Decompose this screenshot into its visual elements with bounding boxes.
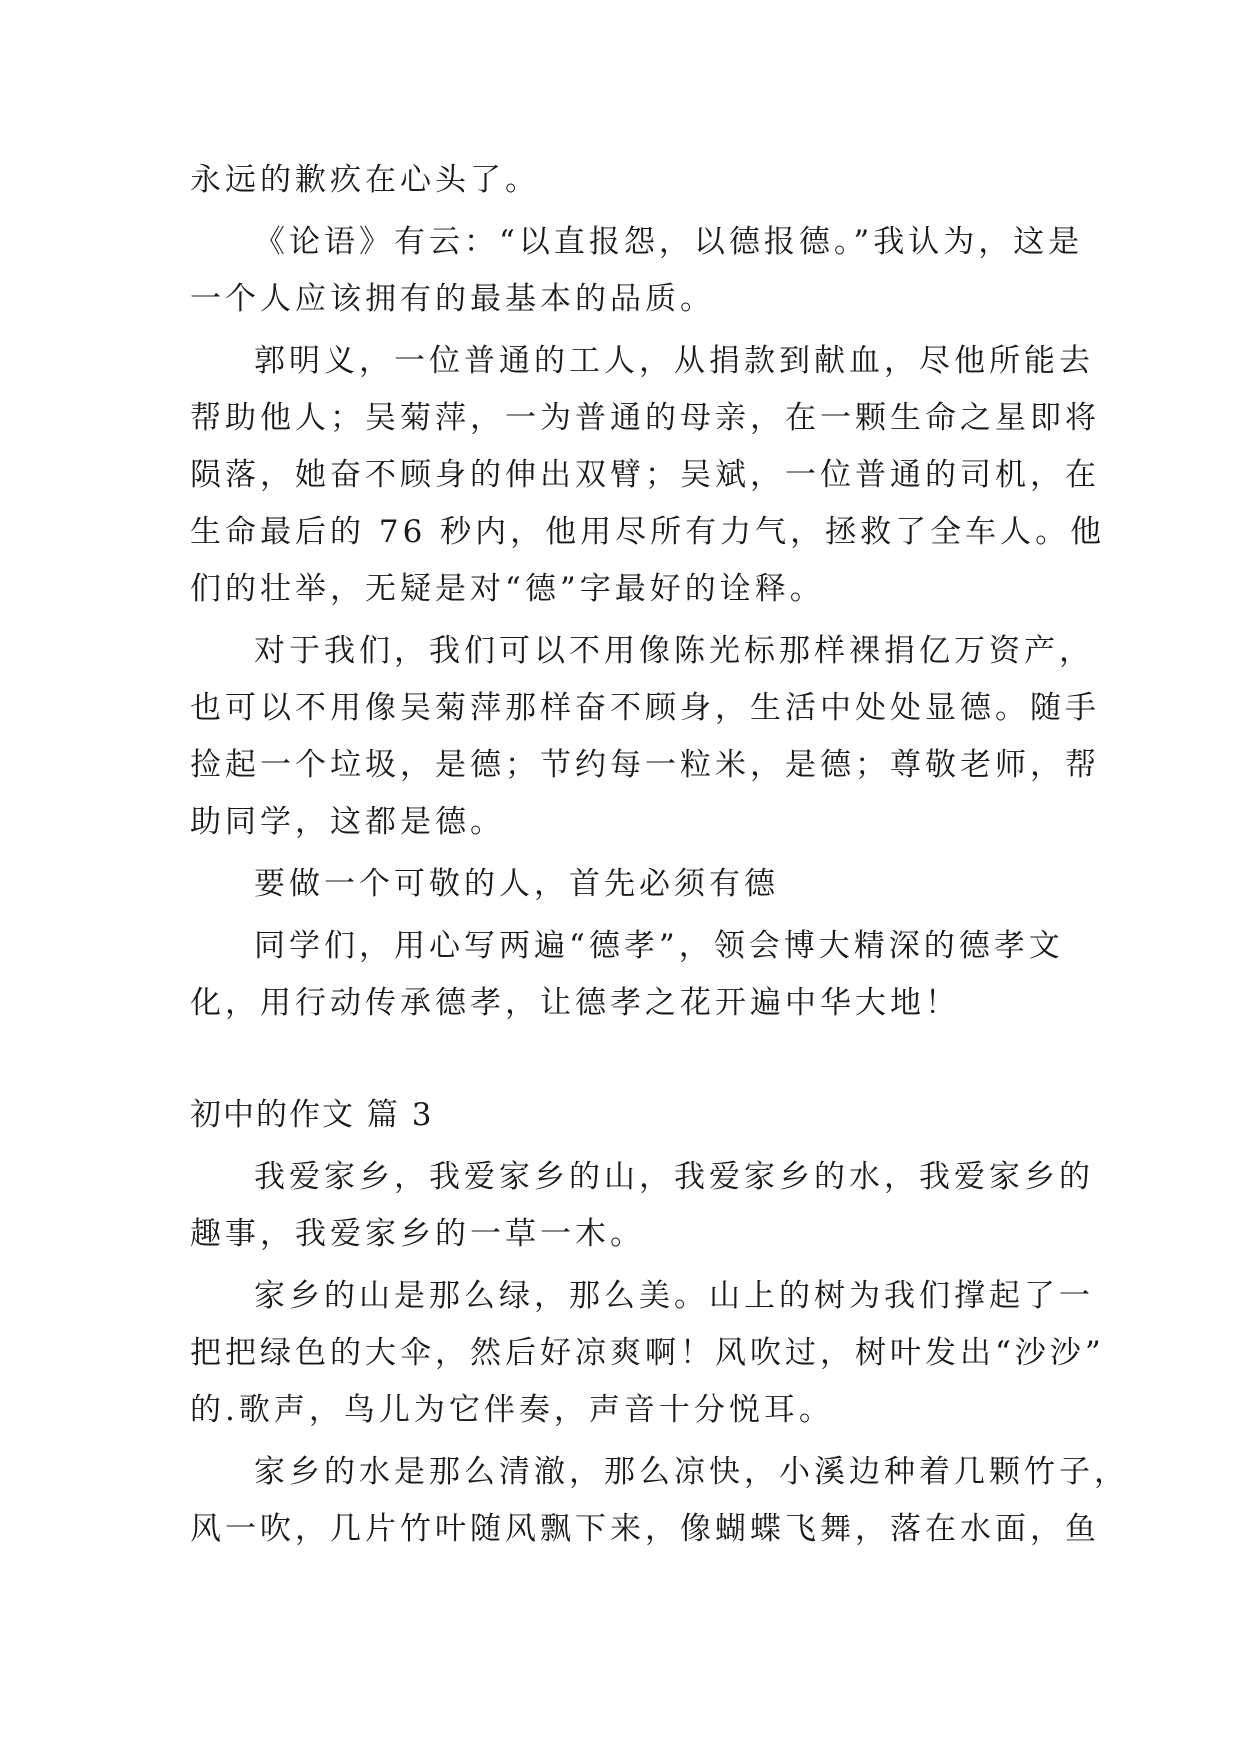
text-line: 把把绿色的大伞，然后好凉爽啊！风吹过，树叶发出“沙沙” (190, 1335, 1105, 1371)
section-heading: 初中的作文 篇 3 (190, 1097, 434, 1133)
text-line: 陨落，她奋不顾身的伸出双臂；吴斌，一位普通的司机，在 (190, 457, 1100, 493)
text-line: 们的壮举，无疑是对“德”字最好的诠释。 (190, 571, 825, 607)
text-line: 家乡的山是那么绿，那么美。山上的树为我们撑起了一 (254, 1278, 1094, 1314)
text-line: 助同学，这都是德。 (190, 804, 505, 840)
text-line: 同学们，用心写两遍“德孝”，领会博大精深的德孝文 (254, 928, 1064, 964)
text-line: 郭明义，一位普通的工人，从捐款到献血，尽他所能去 (254, 343, 1094, 379)
text-line: 风一吹，几片竹叶随风飘下来，像蝴蝶飞舞，落在水面，鱼 (190, 1511, 1100, 1547)
text-line: 永远的歉疚在心头了。 (190, 162, 540, 198)
text-line: 帮助他人；吴菊萍，一为普通的母亲，在一颗生命之星即将 (190, 400, 1100, 436)
text-line: 化，用行动传承德孝，让德孝之花开遍中华大地！ (190, 985, 960, 1021)
text-line: 趣事，我爱家乡的一草一木。 (190, 1216, 645, 1252)
text-line: 捡起一个垃圾，是德；节约每一粒米，是德；尊敬老师，帮 (190, 747, 1100, 783)
text-line: 对于我们，我们可以不用像陈光标那样裸捐亿万资产， (254, 633, 1094, 669)
text-line: 一个人应该拥有的最基本的品质。 (190, 281, 715, 317)
text-line: 也可以不用像吴菊萍那样奋不顾身，生活中处处显德。随手 (190, 690, 1100, 726)
text-line: 要做一个可敬的人，首先必须有德 (254, 866, 779, 902)
text-line: 的.歌声，鸟儿为它伴奏，声音十分悦耳。 (190, 1392, 834, 1428)
text-line: 生命最后的 76 秒内，他用尽所有力气，拯救了全车人。他 (190, 514, 1106, 550)
text-line: 我爱家乡，我爱家乡的山，我爱家乡的水，我爱家乡的 (254, 1159, 1094, 1195)
text-line: 家乡的水是那么清澈，那么凉快，小溪边种着几颗竹子， (254, 1454, 1129, 1490)
text-line: 《论语》有云：“以直报怨，以德报德。”我认为，这是 (254, 224, 1084, 260)
